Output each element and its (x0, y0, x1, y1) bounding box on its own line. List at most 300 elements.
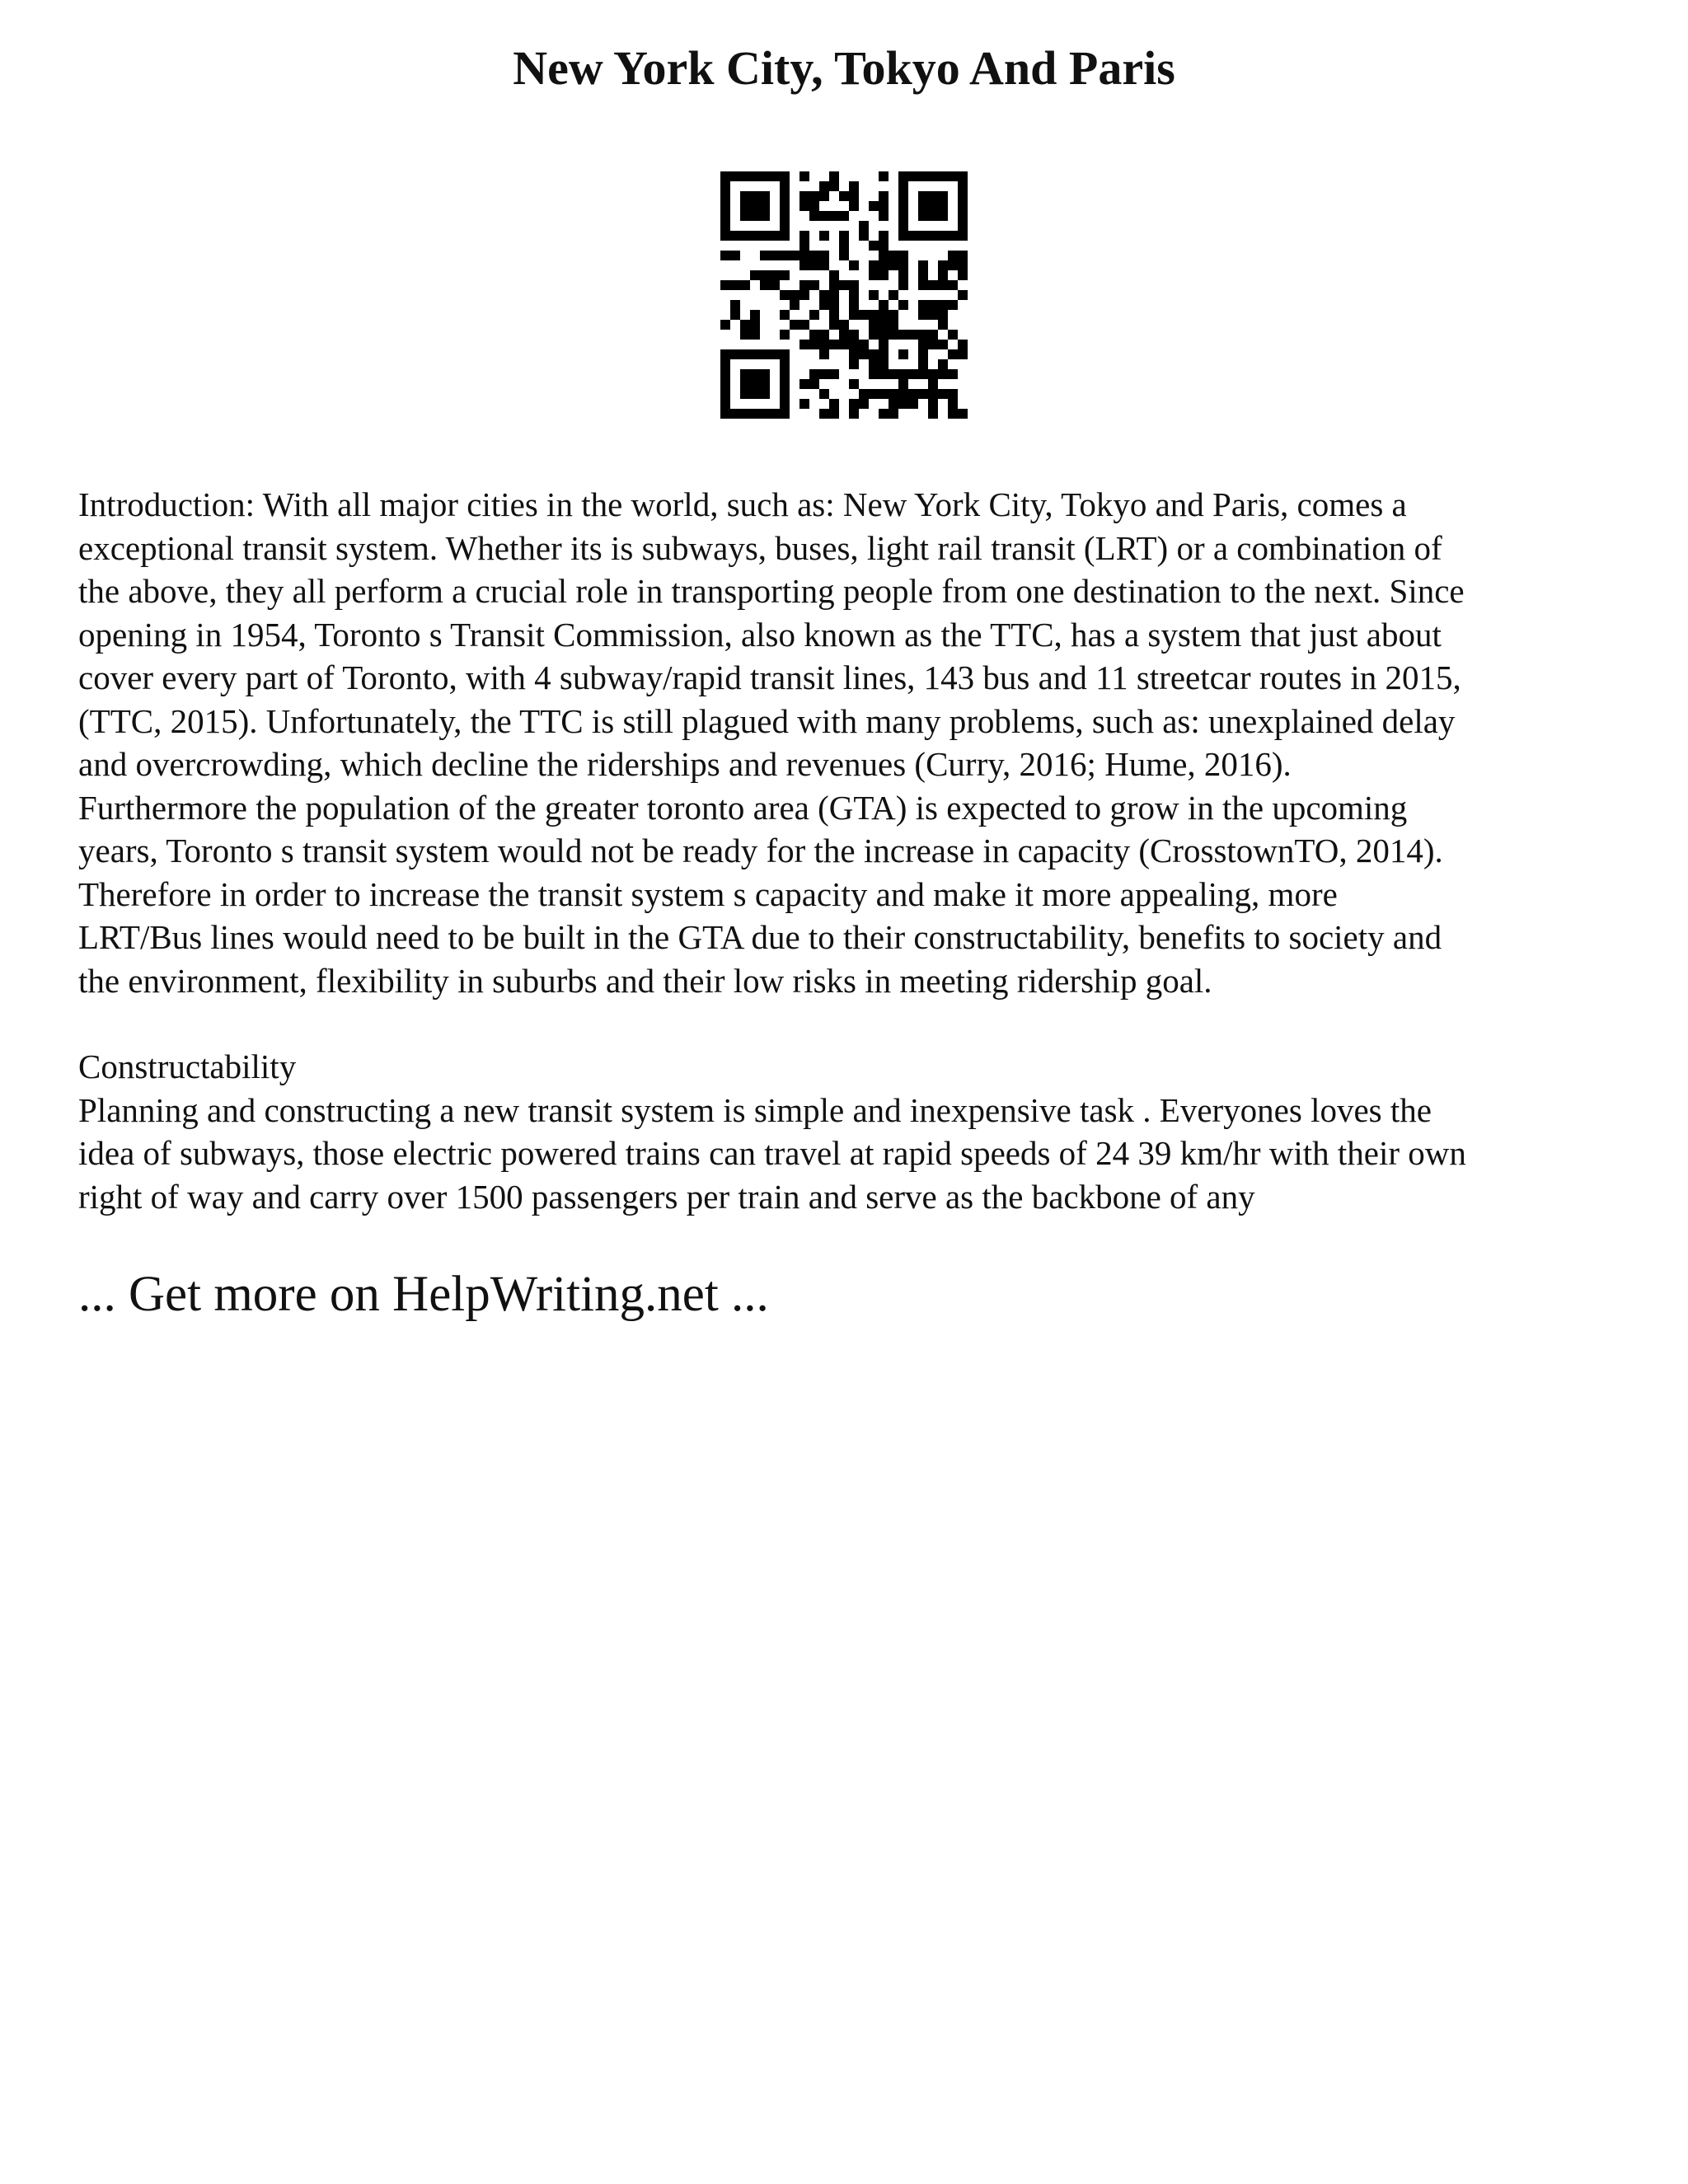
qr-module (720, 231, 730, 241)
qr-module (750, 409, 760, 419)
qr-module (819, 409, 829, 419)
qr-module (918, 359, 928, 369)
qr-module (780, 270, 790, 280)
qr-module (889, 399, 898, 409)
qr-module (889, 320, 898, 330)
qr-module (780, 389, 790, 399)
qr-module (819, 251, 829, 260)
qr-module (720, 349, 730, 359)
qr-module (819, 260, 829, 270)
intro-line: the environment, flexibility in suburbs and their low risks in meeting ridership goal. (78, 961, 1212, 1000)
qr-module (780, 330, 790, 340)
qr-module (869, 359, 879, 369)
intro-line: (TTC, 2015). Unfortunately, the TTC is still plagued with many problems, such as: unexplained delay (78, 701, 1456, 740)
qr-module (869, 201, 879, 211)
qr-module (760, 389, 770, 399)
qr-module (898, 349, 908, 359)
qr-module (780, 221, 790, 231)
qr-module (839, 280, 849, 290)
qr-module (730, 310, 740, 320)
qr-module (799, 231, 809, 241)
qr-module (928, 409, 938, 419)
qr-module (819, 330, 829, 340)
qr-module (799, 251, 809, 260)
qr-module (898, 251, 908, 260)
qr-module (849, 399, 859, 409)
qr-module (770, 409, 780, 419)
qr-module (720, 251, 730, 260)
qr-module (720, 369, 730, 379)
qr-module (780, 349, 790, 359)
qr-module (908, 399, 918, 409)
qr-module (720, 211, 730, 221)
qr-module (740, 330, 750, 340)
qr-module (750, 191, 760, 201)
qr-module (918, 171, 928, 181)
section-line: right of way and carry over 1500 passengers per train and serve as the backbone of any (78, 1177, 1255, 1216)
qr-module (760, 211, 770, 221)
qr-module (740, 191, 750, 201)
qr-module (790, 300, 799, 310)
qr-module (928, 191, 938, 201)
qr-module (799, 280, 809, 290)
qr-module (889, 310, 898, 320)
qr-module (948, 260, 958, 270)
qr-module (948, 280, 958, 290)
qr-module (908, 330, 918, 340)
qr-module (720, 191, 730, 201)
qr-module (829, 310, 839, 320)
qr-module (829, 340, 839, 349)
intro-line: Therefore in order to increase the transit system s capacity and make it more appealing, more (78, 874, 1338, 913)
qr-module (908, 231, 918, 241)
qr-module (948, 409, 958, 419)
qr-module (928, 231, 938, 241)
qr-module (799, 201, 809, 211)
qr-module (898, 369, 908, 379)
qr-module (740, 201, 750, 211)
qr-module (928, 379, 938, 389)
qr-module (908, 389, 918, 399)
qr-module (829, 290, 839, 300)
qr-module (839, 191, 849, 201)
qr-module (720, 389, 730, 399)
qr-module (928, 369, 938, 379)
intro-line: Introduction: With all major cities in the world, such as: New York City, Tokyo and Paris, comes a (78, 485, 1407, 523)
qr-module (879, 340, 889, 349)
qr-module (958, 191, 968, 201)
qr-module (819, 211, 829, 221)
qr-module (720, 320, 730, 330)
qr-module (918, 349, 928, 359)
qr-module (740, 231, 750, 241)
qr-module (918, 201, 928, 211)
qr-module (869, 310, 879, 320)
qr-module (889, 330, 898, 340)
qr-module (869, 389, 879, 399)
qr-module (898, 300, 908, 310)
qr-module (938, 201, 948, 211)
qr-module (958, 349, 968, 359)
qr-module (799, 320, 809, 330)
qr-module (780, 191, 790, 201)
qr-module (869, 330, 879, 340)
qr-module (918, 340, 928, 349)
qr-module (898, 280, 908, 290)
section-line: Planning and constructing a new transit system is simple and inexpensive task . Everyones loves the (78, 1090, 1432, 1129)
qr-module (809, 211, 819, 221)
qr-module (809, 201, 819, 211)
qr-module (908, 171, 918, 181)
qr-module (958, 290, 968, 300)
qr-module (730, 409, 740, 419)
qr-module (948, 251, 958, 260)
qr-module (898, 389, 908, 399)
qr-module (770, 270, 780, 280)
qr-module (889, 251, 898, 260)
qr-module (809, 310, 819, 320)
qr-module (859, 231, 869, 241)
qr-module (938, 260, 948, 270)
qr-module (770, 349, 780, 359)
qr-module (948, 231, 958, 241)
qr-module (799, 241, 809, 251)
qr-module (879, 409, 889, 419)
qr-module (879, 201, 889, 211)
qr-module (740, 369, 750, 379)
qr-module (918, 310, 928, 320)
qr-module (790, 251, 799, 260)
qr-module (898, 379, 908, 389)
qr-module (889, 260, 898, 270)
qr-module (849, 409, 859, 419)
qr-module (849, 379, 859, 389)
qr-module (898, 330, 908, 340)
qr-code-graphic (720, 171, 968, 419)
qr-module (829, 280, 839, 290)
qr-module (898, 171, 908, 181)
qr-module (889, 409, 898, 419)
qr-module (740, 171, 750, 181)
qr-module (760, 409, 770, 419)
qr-module (879, 270, 889, 280)
qr-module (720, 181, 730, 191)
qr-module (908, 369, 918, 379)
qr-module (780, 379, 790, 389)
qr-module (750, 349, 760, 359)
qr-module (879, 260, 889, 270)
qr-module (849, 310, 859, 320)
qr-module (750, 171, 760, 181)
qr-module (889, 369, 898, 379)
qr-module (898, 260, 908, 270)
page-title: New York City, Tokyo And Paris (513, 41, 1175, 95)
qr-module (740, 349, 750, 359)
qr-module (780, 369, 790, 379)
qr-module (869, 260, 879, 270)
qr-module (898, 191, 908, 201)
qr-module (849, 349, 859, 359)
qr-module (839, 320, 849, 330)
qr-module (928, 310, 938, 320)
qr-module (760, 231, 770, 241)
qr-module (839, 251, 849, 260)
qr-code-icon (720, 171, 968, 419)
qr-module (879, 241, 889, 251)
intro-line: the above, they all perform a crucial role in transporting people from one destination to the next. Since (78, 572, 1465, 610)
qr-module (938, 211, 948, 221)
qr-module (849, 260, 859, 270)
qr-module (799, 171, 809, 181)
qr-module (918, 211, 928, 221)
qr-module (859, 349, 869, 359)
qr-module (928, 300, 938, 310)
qr-module (958, 409, 968, 419)
qr-module (938, 310, 948, 320)
qr-module (809, 191, 819, 201)
qr-module (799, 340, 809, 349)
qr-module (938, 191, 948, 201)
qr-module (879, 330, 889, 340)
qr-module (918, 300, 928, 310)
qr-module (879, 320, 889, 330)
qr-module (829, 211, 839, 221)
qr-module (958, 340, 968, 349)
qr-module (958, 231, 968, 241)
qr-module (760, 171, 770, 181)
qr-module (859, 399, 869, 409)
qr-module (938, 171, 948, 181)
qr-module (898, 211, 908, 221)
qr-module (898, 201, 908, 211)
qr-module (780, 231, 790, 241)
qr-module (938, 270, 948, 280)
qr-module (879, 251, 889, 260)
qr-module (780, 201, 790, 211)
section-heading: Constructability (78, 1047, 297, 1085)
qr-module (829, 300, 839, 310)
qr-module (938, 300, 948, 310)
qr-module (829, 171, 839, 181)
qr-module (780, 399, 790, 409)
qr-module (819, 191, 829, 201)
qr-module (720, 399, 730, 409)
qr-module (730, 280, 740, 290)
qr-module (879, 191, 889, 201)
qr-module (819, 290, 829, 300)
qr-module (859, 389, 869, 399)
qr-module (750, 201, 760, 211)
qr-module (780, 171, 790, 181)
intro-line: LRT/Bus lines would need to be built in the GTA due to their constructability, benefits to society and (78, 918, 1442, 956)
qr-module (780, 359, 790, 369)
qr-module (918, 231, 928, 241)
qr-module (928, 330, 938, 340)
qr-module (760, 251, 770, 260)
qr-module (948, 399, 958, 409)
qr-module (750, 320, 760, 330)
qr-module (898, 399, 908, 409)
qr-module (948, 330, 958, 340)
qr-module (760, 201, 770, 211)
qr-module (869, 270, 879, 280)
qr-module (849, 290, 859, 300)
qr-module (760, 379, 770, 389)
qr-module (859, 310, 869, 320)
qr-module (750, 330, 760, 340)
qr-module (839, 330, 849, 340)
qr-module (819, 231, 829, 241)
qr-module (869, 241, 879, 251)
qr-module (829, 399, 839, 409)
qr-module (938, 231, 948, 241)
qr-module (829, 409, 839, 419)
qr-module (879, 349, 889, 359)
intro-paragraph (78, 483, 1628, 1002)
qr-module (928, 211, 938, 221)
qr-module (938, 280, 948, 290)
qr-module (760, 369, 770, 379)
qr-module (799, 290, 809, 300)
qr-module (869, 290, 879, 300)
intro-line: and overcrowding, which decline the riderships and revenues (Curry, 2016; Hume, 2016). (78, 745, 1292, 783)
qr-module (958, 251, 968, 260)
qr-module (720, 409, 730, 419)
qr-module (839, 231, 849, 241)
qr-module (730, 349, 740, 359)
qr-module (819, 340, 829, 349)
qr-module (958, 181, 968, 191)
qr-module (730, 171, 740, 181)
qr-module (869, 349, 879, 359)
qr-module (849, 359, 859, 369)
qr-module (839, 211, 849, 221)
qr-module (780, 251, 790, 260)
intro-line: opening in 1954, Toronto s Transit Commission, also known as the TTC, has a system that just about (78, 615, 1442, 654)
intro-line: exceptional transit system. Whether its is subways, buses, light rail transit (LRT) or a combination of (78, 528, 1442, 567)
qr-module (879, 310, 889, 320)
qr-module (780, 409, 790, 419)
constructability-section (78, 1045, 1628, 1218)
qr-module (849, 300, 859, 310)
qr-module (790, 290, 799, 300)
qr-module (819, 181, 829, 191)
qr-module (799, 260, 809, 270)
qr-module (809, 280, 819, 290)
qr-module (809, 251, 819, 260)
qr-module (790, 320, 799, 330)
qr-module (958, 270, 968, 280)
qr-module (770, 251, 780, 260)
qr-module (918, 260, 928, 270)
qr-module (859, 221, 869, 231)
section-line: idea of subways, those electric powered trains can travel at rapid speeds of 24 39 km/hr with their own (78, 1134, 1466, 1172)
qr-module (819, 349, 829, 359)
qr-module (819, 389, 829, 399)
qr-module (928, 399, 938, 409)
qr-module (740, 211, 750, 221)
qr-module (958, 211, 968, 221)
qr-module (829, 320, 839, 330)
qr-module (918, 270, 928, 280)
qr-module (819, 300, 829, 310)
qr-module (948, 171, 958, 181)
qr-module (958, 171, 968, 181)
qr-module (829, 369, 839, 379)
qr-module (849, 340, 859, 349)
qr-module (928, 201, 938, 211)
qr-module (928, 389, 938, 399)
qr-module (780, 310, 790, 320)
qr-module (918, 369, 928, 379)
qr-module (879, 300, 889, 310)
get-more-link[interactable]: ... Get more on HelpWriting.net ... (78, 1267, 769, 1322)
qr-module (750, 389, 760, 399)
qr-module (918, 330, 928, 340)
qr-module (750, 310, 760, 320)
qr-module (780, 290, 790, 300)
qr-module (730, 300, 740, 310)
qr-module (799, 399, 809, 409)
qr-module (770, 171, 780, 181)
qr-module (938, 340, 948, 349)
qr-module (849, 330, 859, 340)
intro-line: cover every part of Toronto, with 4 subway/rapid transit lines, 143 bus and 11 streetcar routes in 2015, (78, 658, 1461, 696)
qr-module (839, 241, 849, 251)
qr-module (760, 270, 770, 280)
qr-module (869, 369, 879, 379)
qr-module (958, 260, 968, 270)
intro-line: Furthermore the population of the greater toronto area (GTA) is expected to grow in the upcoming (78, 788, 1408, 827)
qr-module (720, 201, 730, 211)
qr-module (938, 359, 948, 369)
qr-module (879, 369, 889, 379)
qr-module (879, 171, 889, 181)
qr-module (740, 280, 750, 290)
qr-module (928, 340, 938, 349)
qr-module (809, 340, 819, 349)
qr-module (720, 280, 730, 290)
qr-module (918, 389, 928, 399)
qr-module (770, 231, 780, 241)
qr-module (799, 379, 809, 389)
qr-module (839, 340, 849, 349)
qr-module (948, 369, 958, 379)
qr-module (928, 280, 938, 290)
qr-module (889, 290, 898, 300)
qr-module (750, 231, 760, 241)
qr-module (799, 191, 809, 201)
qr-module (938, 320, 948, 330)
qr-module (879, 211, 889, 221)
qr-module (730, 251, 740, 260)
intro-line: years, Toronto s transit system would not be ready for the increase in capacity (CrosstownTO, 2014). (78, 832, 1443, 869)
qr-module (849, 181, 859, 191)
qr-module (780, 211, 790, 221)
qr-module (849, 280, 859, 290)
qr-module (928, 171, 938, 181)
qr-module (780, 181, 790, 191)
qr-module (958, 221, 968, 231)
qr-module (829, 181, 839, 191)
qr-module (879, 389, 889, 399)
qr-module (740, 320, 750, 330)
qr-module (849, 191, 859, 201)
qr-module (898, 181, 908, 191)
qr-module (898, 221, 908, 231)
qr-module (809, 369, 819, 379)
qr-module (809, 260, 819, 270)
